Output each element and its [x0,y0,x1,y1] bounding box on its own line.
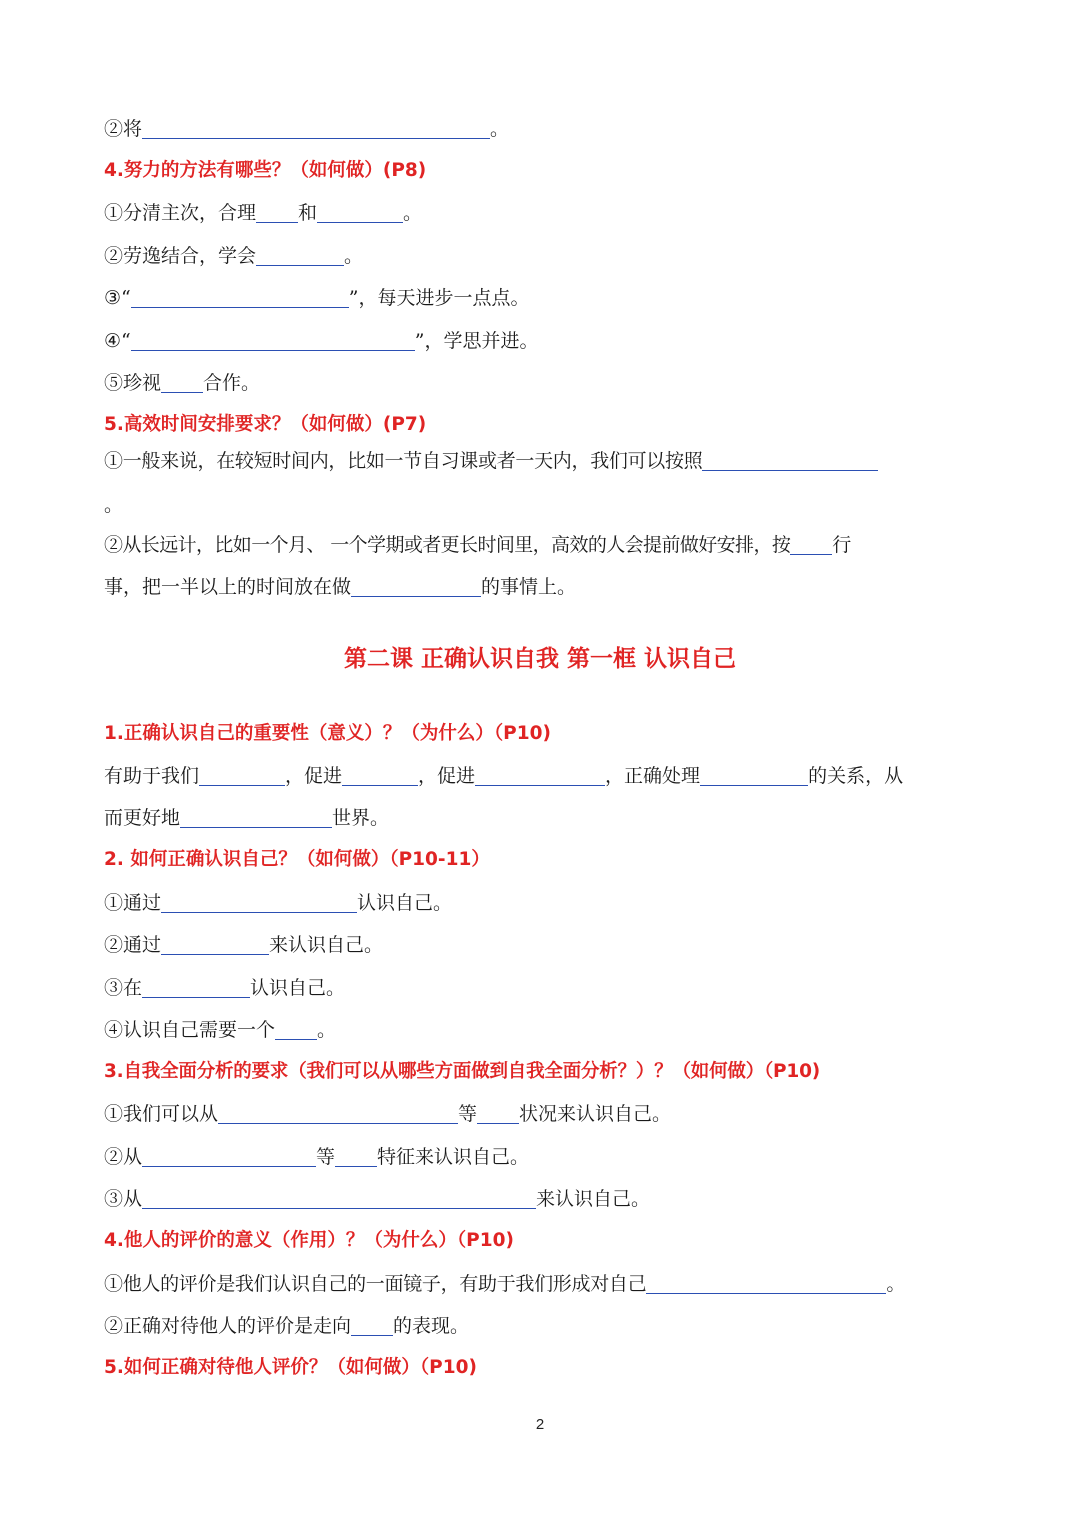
list-item: ②正确对待他人的评价是走向 的表现。 [104,1315,470,1337]
list-item: ②通过 来认识自己。 [104,934,384,956]
list-item-continuation: 。 [104,494,124,516]
page-number: 2 [535,1416,545,1433]
list-item: ②从长远计，比如一个月、 一个学期或者更长时间里，高效的人会提前做好安排，按 行 [104,534,851,556]
blank[interactable] [477,1103,519,1124]
list-item-continuation: 而更好地 世界。 [104,807,390,829]
blank[interactable] [351,1315,393,1336]
blank[interactable] [142,1188,536,1209]
blank[interactable] [646,1273,886,1294]
blank[interactable] [142,1146,316,1167]
list-item: ①一般来说，在较短时间内，比如一节自习课或者一天内，我们可以按照 [104,448,878,474]
blank[interactable] [317,202,403,223]
blank[interactable] [475,765,605,786]
blank[interactable] [161,934,269,955]
list-item: ①他人的评价是我们认识自己的一面镜子，有助于我们形成对自己 。 [104,1273,906,1295]
list-item: ①分清主次，合理 和 。 [104,202,423,224]
question-heading: 3.自我全面分析的要求（我们可以从哪些方面做到自我全面分析？）？（如何做）（P10) [104,1061,821,1082]
blank[interactable] [351,576,481,597]
list-item: 有助于我们 ，促进 ，促进 ，正确处理 的关系，从 [104,765,904,787]
list-item: ②从 等 特征来认识自己。 [104,1146,530,1168]
blank[interactable] [700,765,808,786]
question-heading: 5.如何正确对待他人评价？（如何做）（P10) [104,1357,477,1378]
blank[interactable] [342,765,418,786]
question-heading: 5.高效时间安排要求？（如何做）(P7) [104,414,427,435]
list-item: ⑤珍视 合作。 [104,372,261,394]
list-item: ④“ ”，学思并进。 [104,330,539,352]
prev-item-2: ②将 。 [104,118,510,140]
blank[interactable] [180,807,332,828]
list-item: ③“ ”，每天进步一点点。 [104,287,530,309]
list-item: ②劳逸结合，学会 。 [104,245,364,267]
blank[interactable] [218,1103,458,1124]
question-heading: 1.正确认识自己的重要性（意义）？（为什么）（P10) [104,723,551,744]
list-item: ③在 认识自己。 [104,977,346,999]
blank[interactable] [275,1019,317,1040]
blank[interactable] [131,287,349,308]
list-item: ③从 来认识自己。 [104,1188,651,1210]
blank[interactable] [142,977,250,998]
blank[interactable] [131,330,415,351]
blank[interactable] [161,372,203,393]
question-heading: 2. 如何正确认识自己？（如何做）（P10-11） [104,849,490,870]
question-heading: 4.他人的评价的意义（作用）？（为什么）（P10) [104,1230,514,1251]
blank[interactable] [161,892,357,913]
list-item-continuation: 事，把一半以上的时间放在做 的事情上。 [104,576,577,598]
question-heading: 4.努力的方法有哪些？（如何做）(P8) [104,160,427,181]
blank[interactable] [199,765,285,786]
blank[interactable] [256,245,344,266]
blank[interactable] [790,534,832,555]
list-item: ④认识自己需要一个 。 [104,1019,337,1041]
lesson-title: 第二课 正确认识自我 第一框 认识自己 [343,646,737,672]
list-item: ①通过 认识自己。 [104,892,453,914]
blank[interactable] [702,450,878,471]
list-item: ①我们可以从 等 状况来认识自己。 [104,1103,672,1125]
blank[interactable] [335,1146,377,1167]
blank[interactable] [142,118,490,139]
blank[interactable] [256,202,298,223]
